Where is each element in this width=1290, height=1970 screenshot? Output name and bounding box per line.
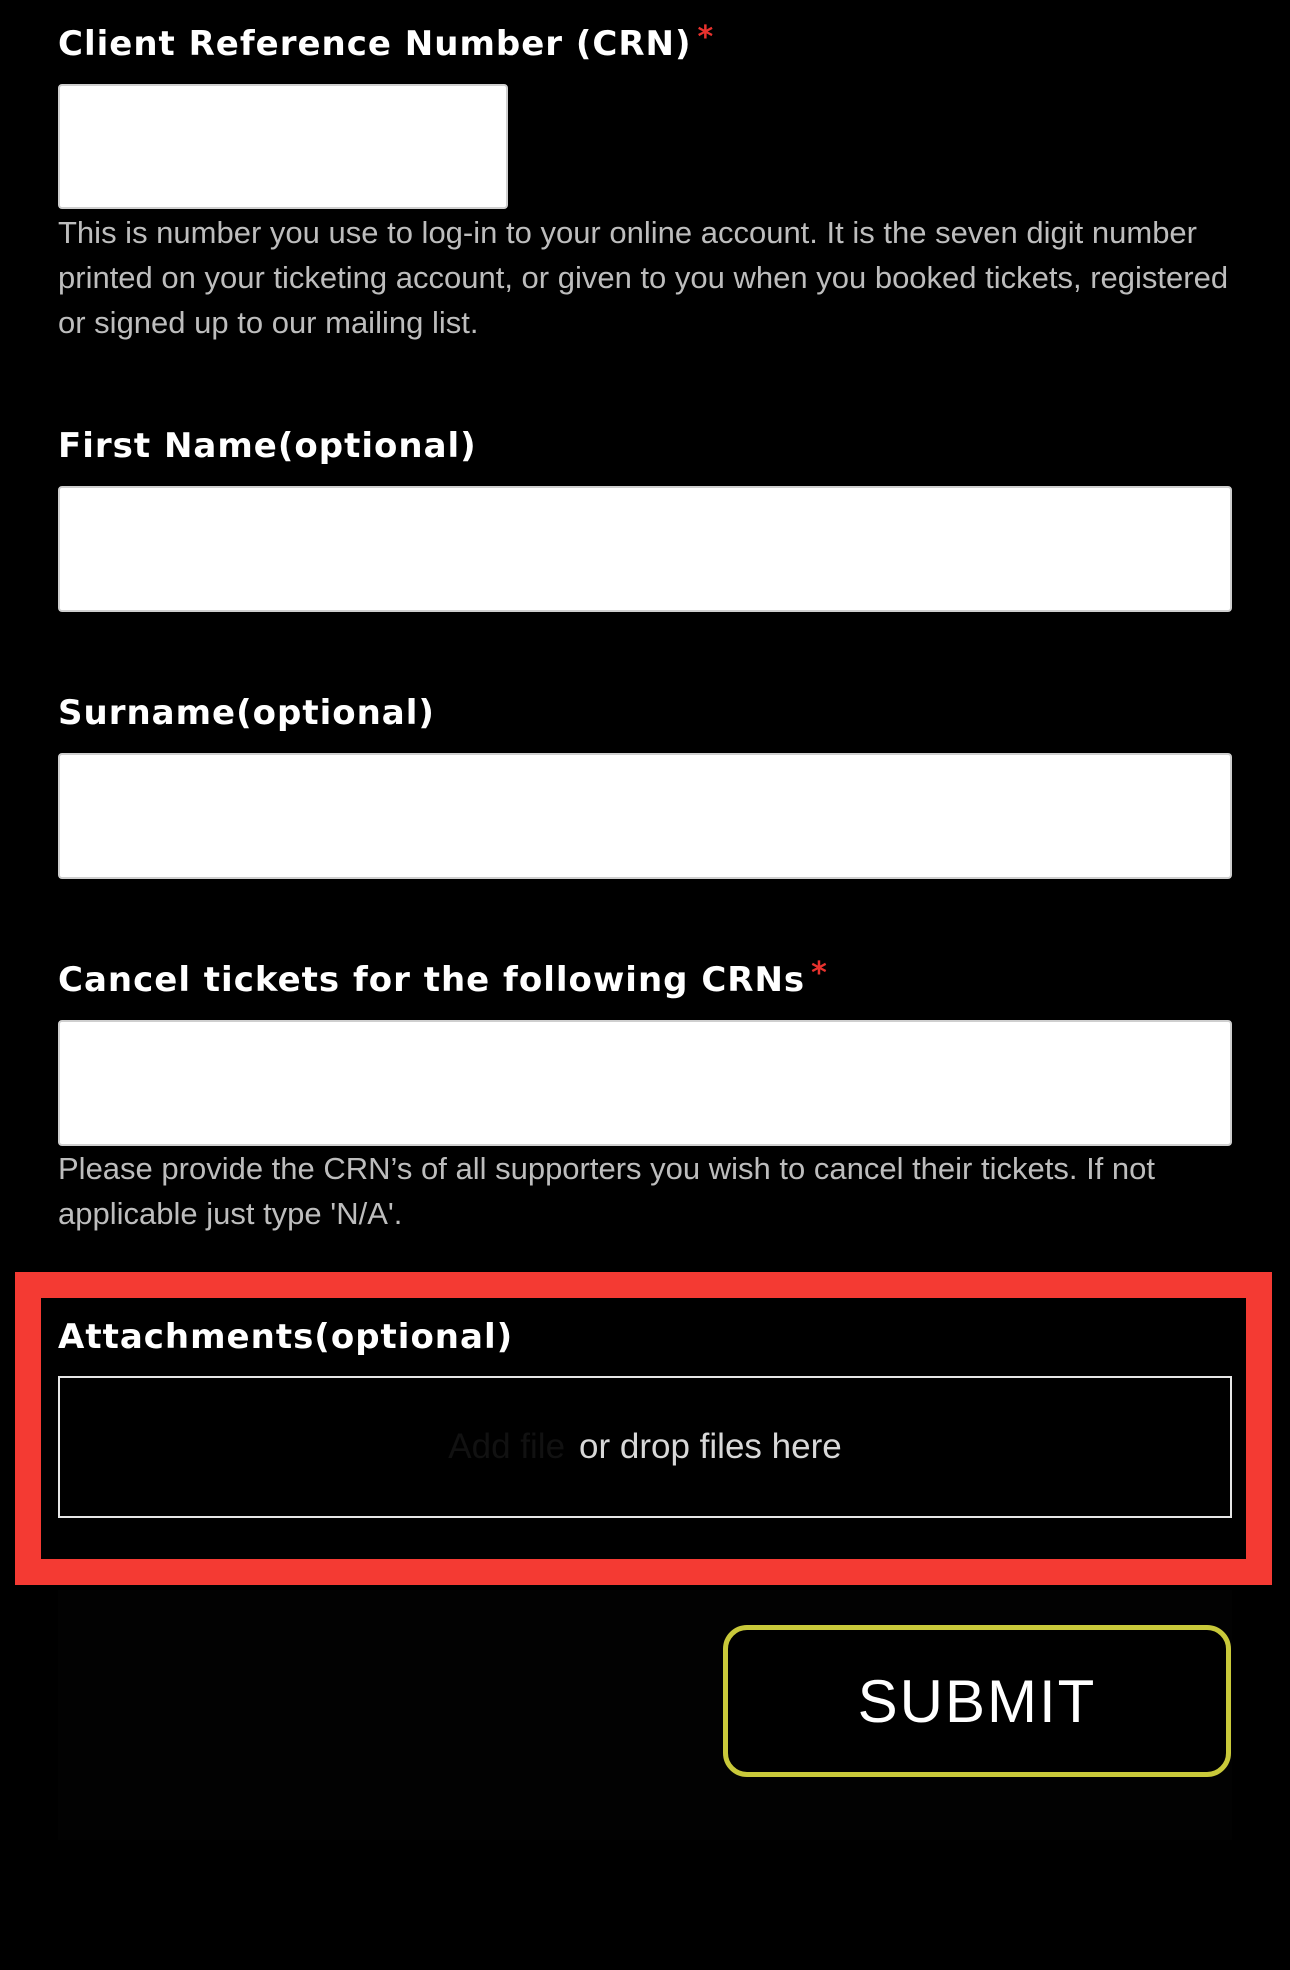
cancel-crns-label (58, 956, 828, 1000)
cancel-crns-input[interactable] (58, 1020, 1232, 1146)
crn-label (58, 20, 715, 64)
first-name-input[interactable] (58, 486, 1232, 612)
crn-required-mark: * (697, 20, 715, 55)
submit-button[interactable]: SUBMIT (723, 1625, 1231, 1777)
cancel-crns-help-text: Please provide the CRN’s of all supporters you wish to cancel their tickets. If not applicable just type 'N/A'. (58, 1151, 1156, 1231)
drop-files-text: or drop files here (579, 1427, 842, 1466)
add-file-link[interactable]: Add file (448, 1427, 566, 1466)
surname-label: Surname(optional) (58, 693, 435, 733)
crn-input[interactable] (58, 84, 508, 209)
crn-label-text: Client Reference Number (CRN) (58, 24, 692, 64)
crn-help-text: This is number you use to log-in to your online account. It is the seven digit number printed on your ticketing account, or given to you when you booked tickets, registered or signed up to our mailing list. (58, 215, 1229, 340)
surname-input[interactable] (58, 753, 1232, 879)
cancel-crns-label-text: Cancel tickets for the following CRNs (58, 960, 806, 1000)
file-dropzone[interactable] (58, 1376, 1232, 1518)
cancel-crns-required-mark: * (811, 956, 828, 991)
first-name-label: First Name(optional) (58, 426, 477, 466)
attachments-label: Attachments(optional) (58, 1317, 514, 1357)
